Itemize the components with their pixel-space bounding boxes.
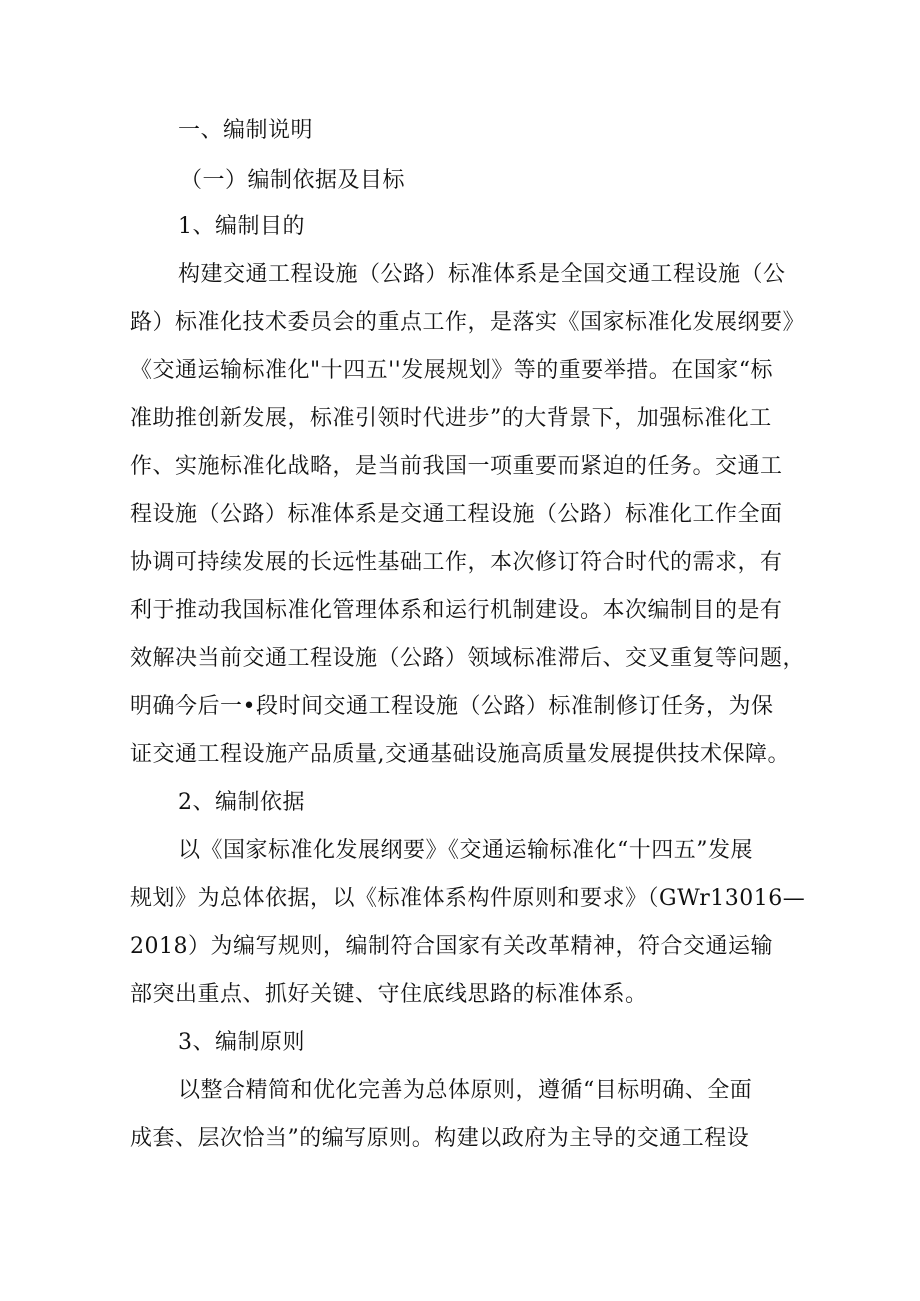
paragraph-line: 2018）为编写规则，编制符合国家有关改革精神，符合交通运输 xyxy=(130,934,773,959)
paragraph-line: 协调可持续发展的长远性基础工作，本次修订符合时代的需求，有 xyxy=(130,550,783,575)
section-3-title: 3、编制原则 xyxy=(178,1030,305,1055)
paragraph-line: 路）标准化技术委员会的重点工作，是落实《国家标准化发展纲要》 xyxy=(130,310,806,335)
paragraph-line: 以《国家标准化发展纲要》《交通运输标准化“十四五”发展 xyxy=(178,838,753,863)
paragraph-line: 效解决当前交通工程设施（公路）领域标准滞后、交叉重复等问题， xyxy=(130,646,806,671)
paragraph-line: 以整合精简和优化完善为总体原则，遵循“目标明确、全面 xyxy=(178,1078,753,1103)
paragraph-line: 成套、层次恰当”的编写原则。构建以政府为主导的交通工程设 xyxy=(130,1126,750,1151)
heading-level-1: 一、编制说明 xyxy=(178,118,314,143)
heading-level-2: （一）编制依据及目标 xyxy=(180,168,406,193)
paragraph-line: 规划》为总体依据，以《标准体系构件原则和要求》（GWr13016— xyxy=(130,886,806,911)
paragraph-line: 部突出重点、抓好关键、守住底线思路的标准体系。 xyxy=(130,982,648,1007)
paragraph-line: 《交通运输标准化"十四五''发展规划》等的重要举措。在国家“标 xyxy=(130,358,773,383)
paragraph-line: 证交通工程设施产品质量,交通基础设施高质量发展提供技术保障。 xyxy=(130,742,790,767)
paragraph-line: 程设施（公路）标准体系是交通工程设施（公路）标准化工作全面 xyxy=(130,502,783,527)
paragraph-line: 明确今后一•段时间交通工程设施（公路）标准制修订任务，为保 xyxy=(130,694,774,719)
paragraph-line: 构建交通工程设施（公路）标准体系是全国交通工程设施（公 xyxy=(178,262,786,287)
section-1-title: 1、编制目的 xyxy=(178,214,305,239)
paragraph-line: 利于推动我国标准化管理体系和运行机制建设。本次编制目的是有 xyxy=(130,598,783,623)
paragraph-line: 准助推创新发展，标准引领时代进步”的大背景下，加强标准化工 xyxy=(130,406,772,431)
section-2-title: 2、编制依据 xyxy=(178,790,305,815)
paragraph-line: 作、实施标准化战略，是当前我国一项重要而紧迫的任务。交通工 xyxy=(130,454,783,479)
